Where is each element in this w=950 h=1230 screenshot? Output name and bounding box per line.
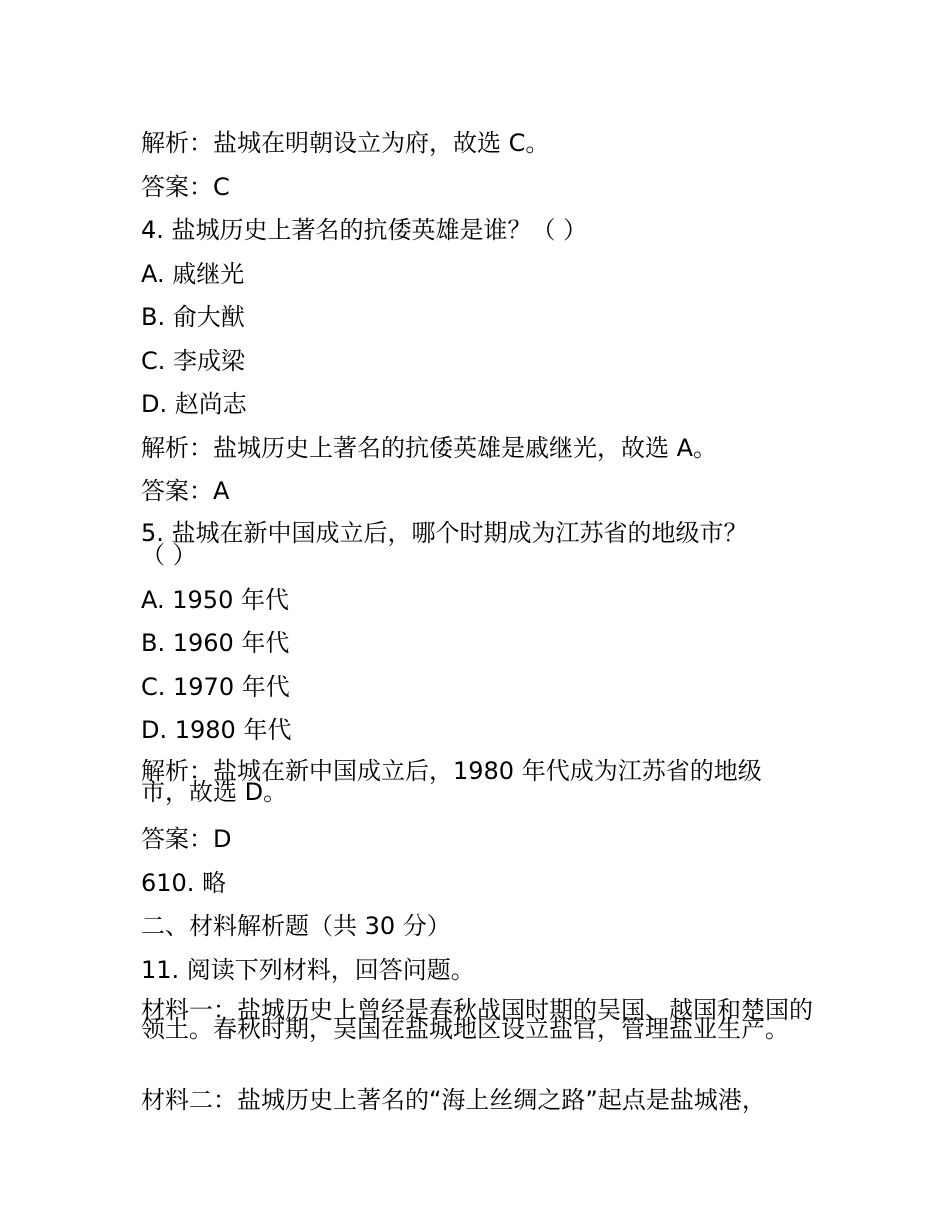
q4-option-c: C. 李成梁 <box>141 347 246 375</box>
material-one: 材料一：盐城历史上曾经是春秋战国时期的吴国、越国和楚国的领土。春秋时期，吴国在盐城地区设立盐官，管理盐业生产。 <box>141 996 813 1043</box>
q5-option-b: B. 1960 年代 <box>141 629 290 657</box>
q5-question: 5. 盐城在新中国成立后，哪个时期成为江苏省的地级市？（ ） <box>141 519 748 569</box>
q4-question: 4. 盐城历史上著名的抗倭英雄是谁？（ ） <box>141 216 588 244</box>
q4-option-d: D. 赵尚志 <box>141 390 247 418</box>
q3-analysis: 解析：盐城在明朝设立为府，故选 C。 <box>141 129 550 157</box>
q6-10-omitted: 610. 略 <box>141 869 227 897</box>
q3-answer: 答案：C <box>141 173 230 201</box>
q5-option-d: D. 1980 年代 <box>141 716 292 744</box>
q11-instruction: 11. 阅读下列材料，回答问题。 <box>141 956 475 984</box>
material-two: 材料二：盐城历史上著名的“海上丝绸之路”起点是盐城港， <box>141 1086 766 1114</box>
q5-answer: 答案：D <box>141 825 232 853</box>
q5-option-a: A. 1950 年代 <box>141 586 289 614</box>
section-two-heading: 二、材料解析题（共 30 分） <box>141 912 451 940</box>
q5-option-c: C. 1970 年代 <box>141 673 290 701</box>
q4-option-b: B. 俞大猷 <box>141 303 245 331</box>
q4-option-a: A. 戚继光 <box>141 260 245 288</box>
q5-analysis: 解析：盐城在新中国成立后，1980 年代成为江苏省的地级市，故选 D。 <box>141 757 762 806</box>
q4-analysis: 解析：盐城历史上著名的抗倭英雄是戚继光，故选 A。 <box>141 434 718 462</box>
q4-answer: 答案：A <box>141 477 230 505</box>
